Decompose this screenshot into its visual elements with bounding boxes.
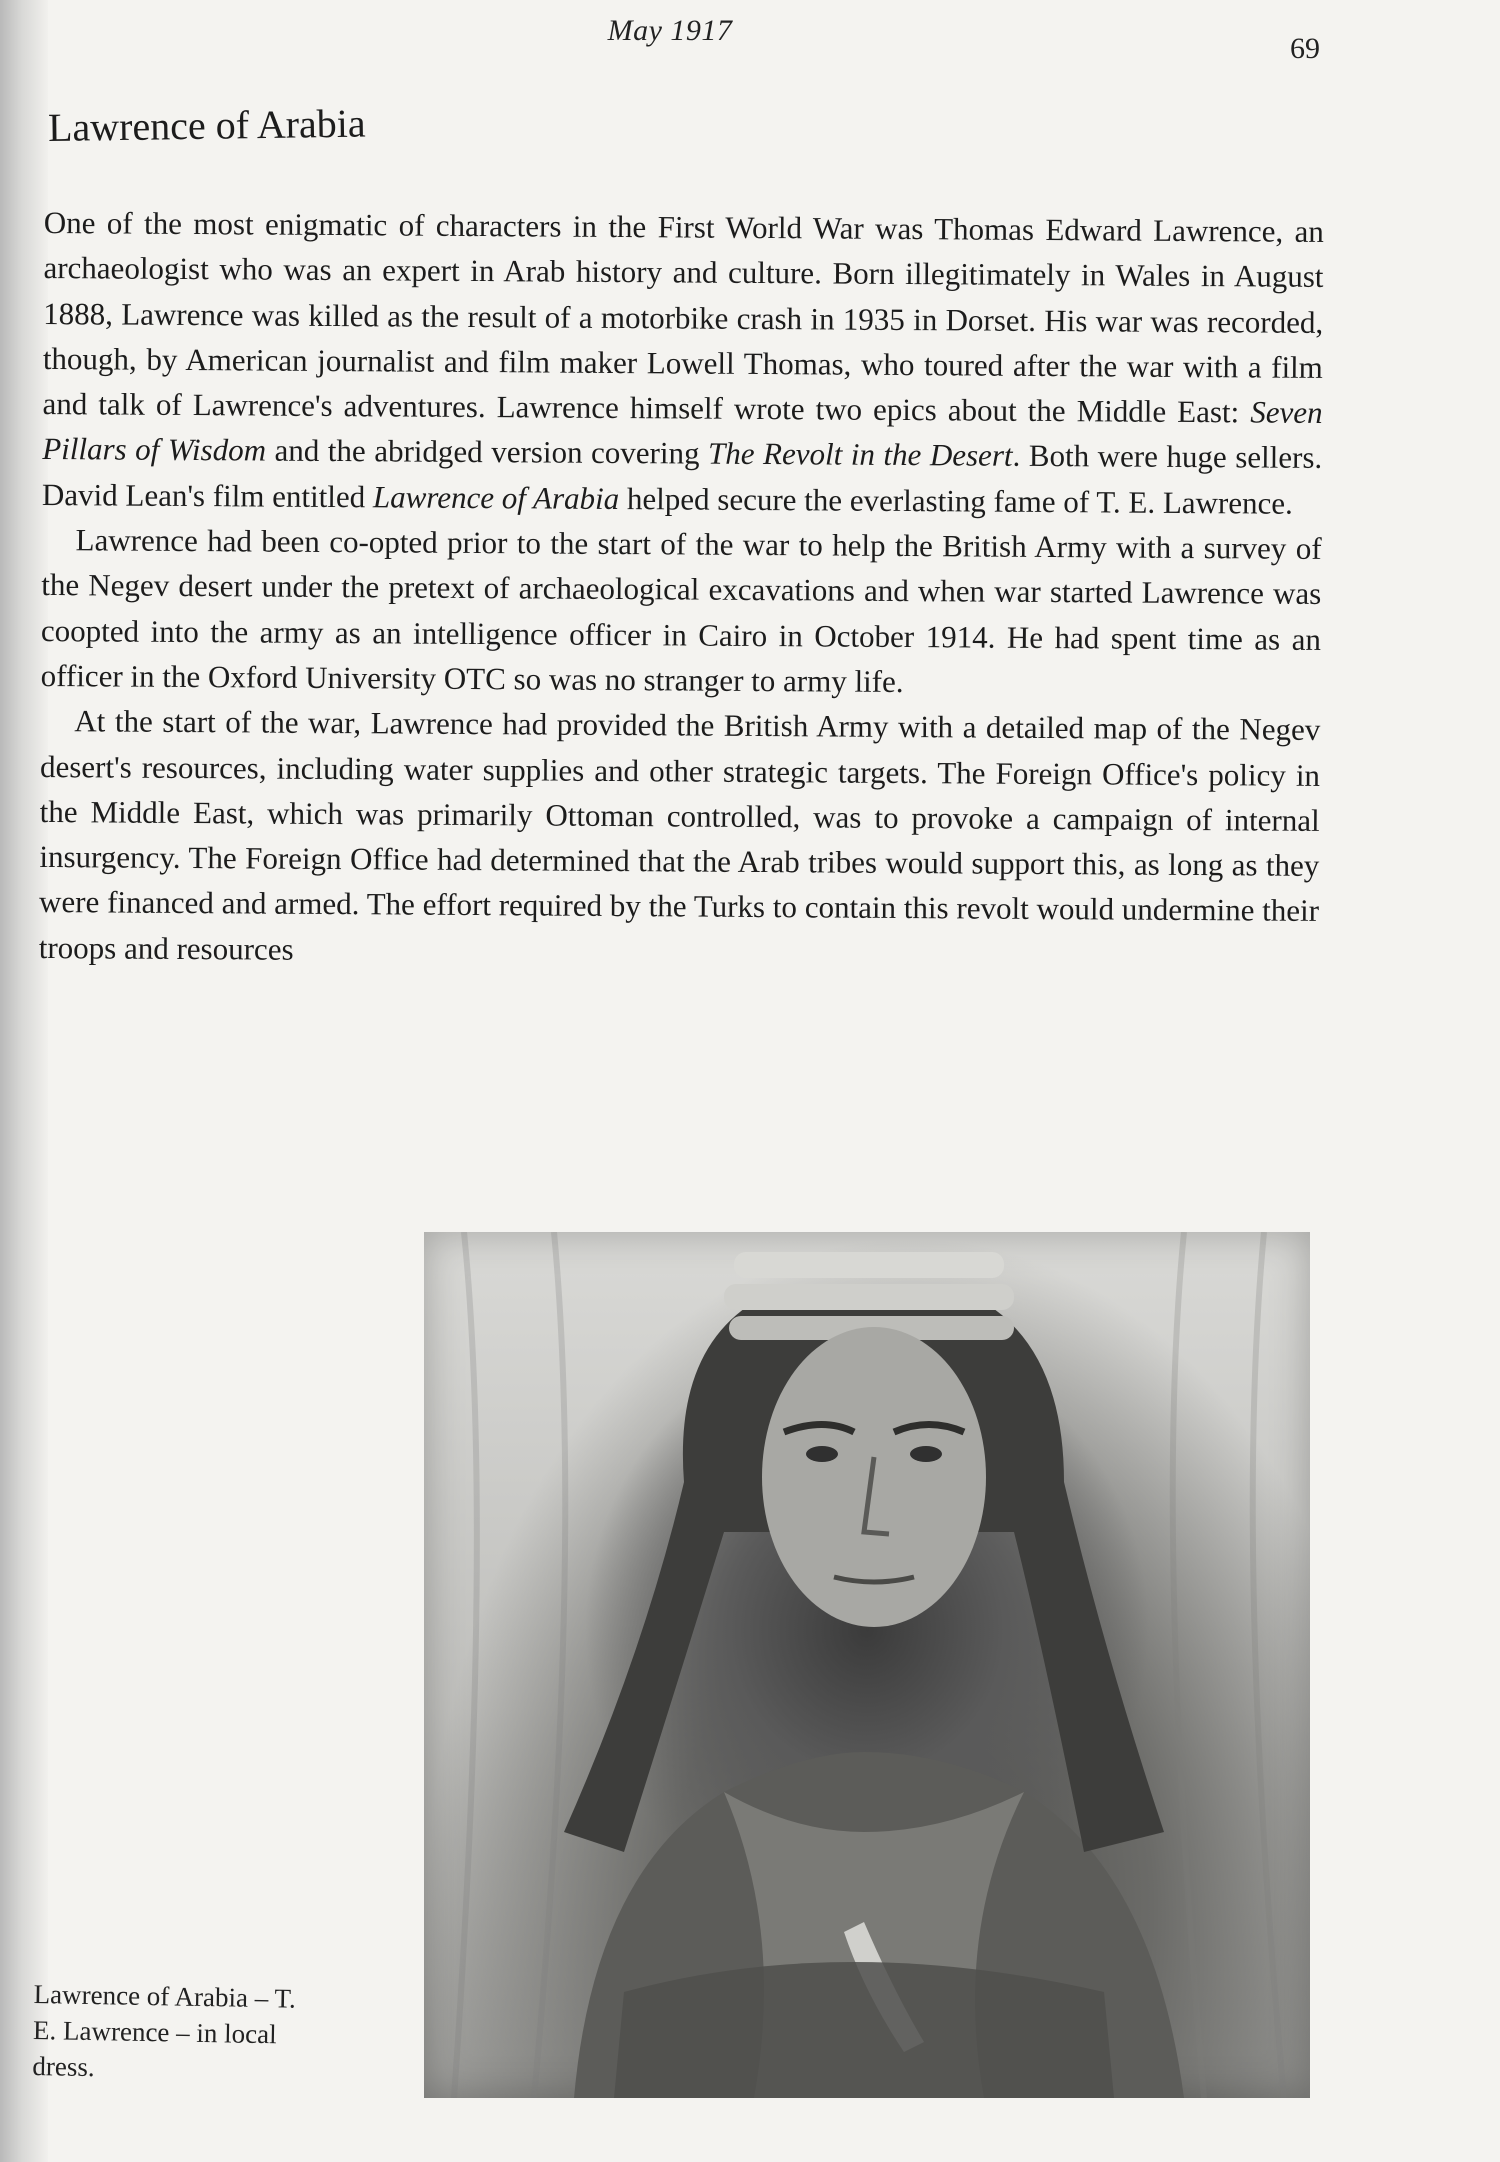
paragraph-1-text-d: helped secure the everlasting fame of T. E. Lawrence. xyxy=(619,480,1293,521)
figure-caption xyxy=(32,1976,364,2090)
page-number: 69 xyxy=(1290,32,1320,65)
chapter-title: Lawrence of Arabia xyxy=(47,100,366,150)
running-head: May 1917 xyxy=(607,14,733,47)
body-text xyxy=(39,200,1324,979)
paragraph-1-text-c: . Both were huge sellers. David Lean's film entitled xyxy=(41,438,1323,515)
portrait-illustration xyxy=(424,1232,1310,2098)
caption-line-1: Lawrence of Arabia – T. xyxy=(33,1978,297,2014)
portrait-photo xyxy=(424,1232,1310,2098)
book-title-revolt: The Revolt in the Desert xyxy=(707,436,1013,474)
paragraph-3: At the start of the war, Lawrence had provided the British Army with a detailed map of the Negev desert's resources, including water supplies and other strategic targets. The Foreign Office's policy in the Middle East, which was primarily Ottoman controlled, was to provoke a campaign of internal insurgency. The Foreign Office had determined that the Arab tribes would support this, as long as they were financed and armed. The effort required by the Turks to contain this revolt would undermine their troops and resources xyxy=(38,703,1321,967)
paragraph-1-text-b: and the abridged version covering xyxy=(265,433,709,472)
film-title: Lawrence of Arabia xyxy=(372,479,620,516)
caption-line-3: dress. xyxy=(32,2050,95,2083)
paragraph-2: Lawrence had been co-opted prior to the start of the war to help the British Army with a survey of the Negev desert under the pretext of archaeological excavations and when war started Lawrence was coopted into the army as an intelligence officer in Cairo in October 1914. He had spent time as an officer in the Oxford University OTC so was no stranger to army life. xyxy=(40,522,1322,699)
paragraph-1 xyxy=(42,200,1324,526)
paragraph-1-text-a: One of the most enigmatic of characters in the First World War was Thomas Edward Lawrence, an archaeologist who was an expert in Arab history and culture. Born illegitimately in Wales in August 1888, Lawrence was killed as the result of a motorbike crash in 1935 in Dorset. His war was recorded, though, by American journalist and film maker Lowell Thomas, who toured after the war with a film and talk of Lawrence's adventures. Lawrence himself wrote two epics about the Middle East: xyxy=(42,204,1324,430)
caption-line-2: E. Lawrence – in local xyxy=(32,2014,277,2050)
page-gutter-shadow xyxy=(0,0,48,2162)
book-title-seven-pillars: Seven Pillars of Wisdom xyxy=(42,394,1323,469)
